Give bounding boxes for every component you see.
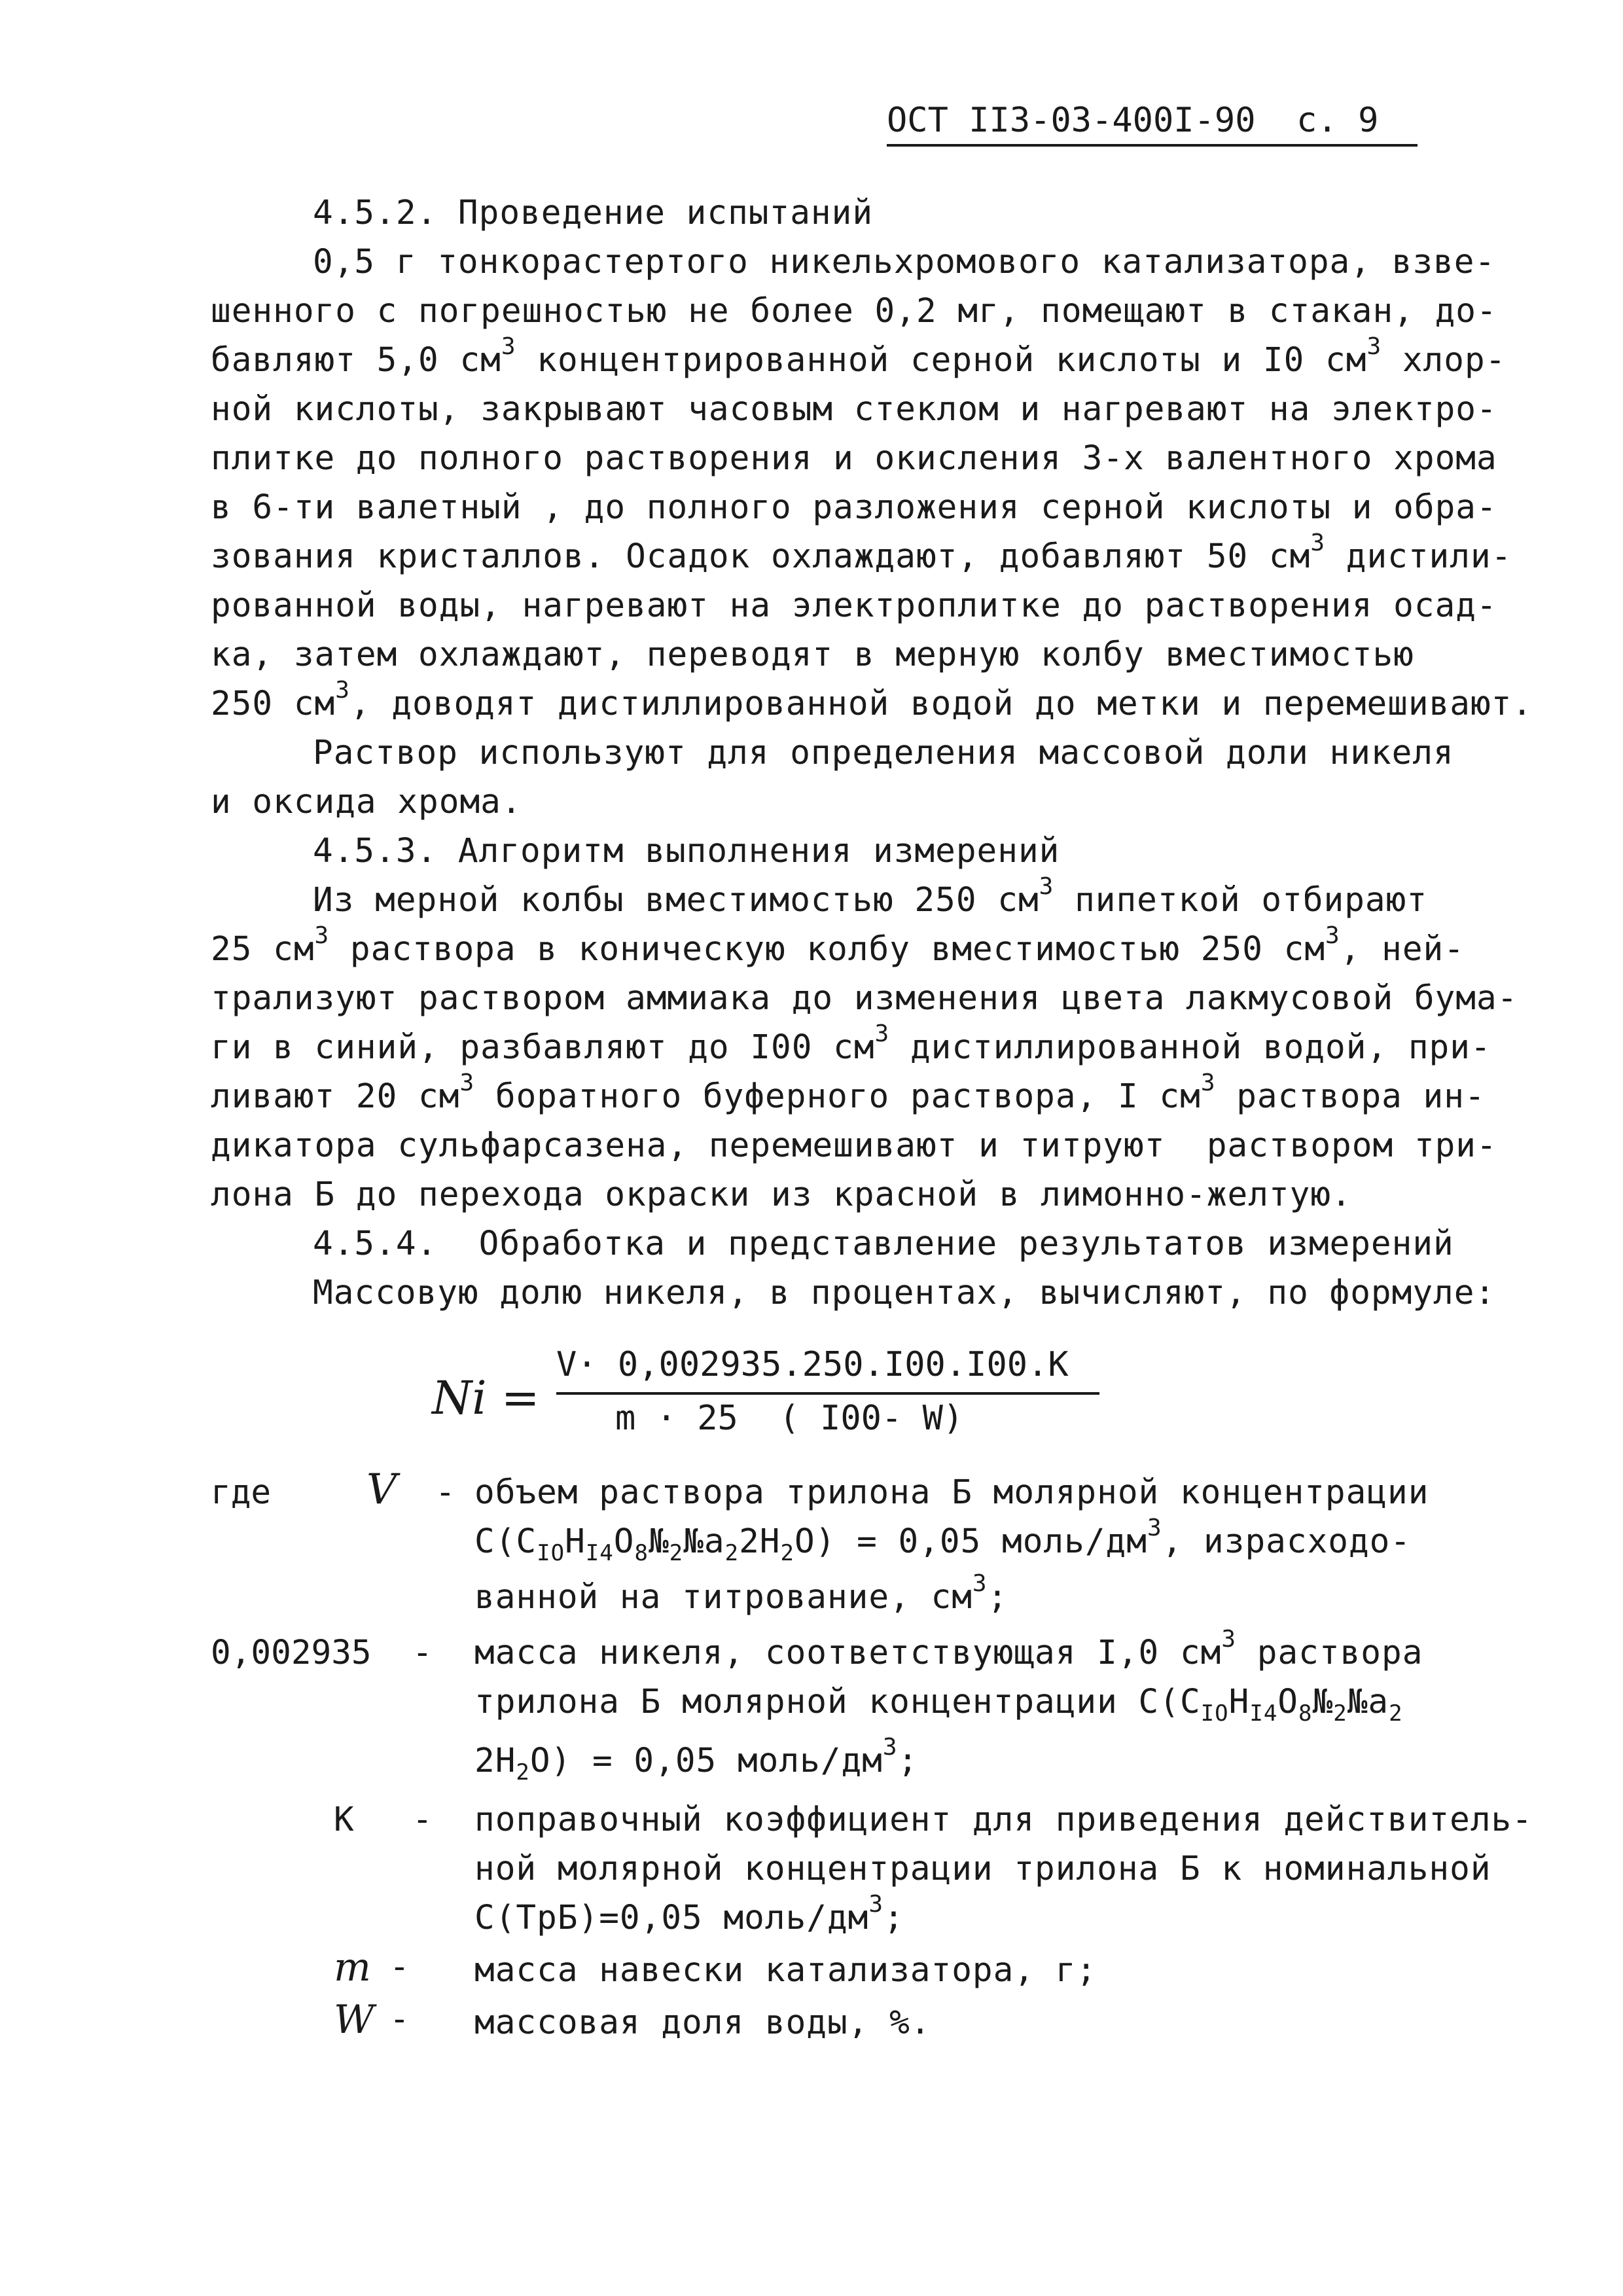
paragraph-line: зования кристаллов. Осадок охлаждают, добавляют 50 $см^3$ дистили- (211, 529, 1512, 576)
paragraph-line: лона Б до перехода окраски из красной в лимонно-желтую. (211, 1175, 1352, 1214)
symbol-m: m (334, 1945, 371, 1990)
symbol-constant: 0,002935 (211, 1634, 372, 1672)
legend-dash: - (412, 1634, 433, 1672)
paragraph-line: Из мерной колбы вместимостью 250 $см^3$ пипеткой отбирают (313, 873, 1428, 920)
section-title-453: 4.5.3. Алгоритм выполнения измерений (313, 832, 1060, 870)
section-title-454: 4.5.4. Обработка и представление результатов измерений (313, 1225, 1454, 1263)
paragraph-line: бавляют 5,0 $см^3$ концентрированной серной кислоты и I0 $см^3$ хлор- (211, 333, 1507, 380)
legend-line: масса навески катализатора, г; (474, 1951, 1097, 1990)
paragraph-line: дикатора сульфарсазена, перемешивают и титруют раствором три- (211, 1126, 1497, 1165)
symbol-v: V (366, 1465, 397, 1514)
legend-line: ванной на титрование, $см^3$; (474, 1570, 1008, 1617)
legend-line: $C(C_{IO}H_{I4}O_8№_2№a_22H_2O) = 0,05$ моль/$дм^3$, израсходо- (474, 1515, 1412, 1566)
legend-line: ной молярной концентрации трилона Б к номинальной (474, 1850, 1491, 1888)
paragraph-line: ги в синий, разбавляют до I00 $см^3$ дистиллированной водой, при- (211, 1020, 1491, 1067)
doc-reference: ОСТ II3-03-400I-90 (887, 101, 1256, 140)
legend-line: массовая доля воды, %. (474, 2003, 931, 2042)
symbol-w: W (334, 1997, 374, 2043)
legend-line: трилона Б молярной концентрации $C(C_{IO}H_{I4}O_8№_2№a_2$ (474, 1683, 1403, 1727)
formula-lhs: Ni = (432, 1371, 540, 1425)
page-header (887, 97, 1418, 147)
where-label: где (211, 1473, 272, 1512)
paragraph-line: шенного с погрешностью не более 0,2 мг, помещают в стакан, до- (211, 292, 1497, 331)
paragraph-line: и оксида хрома. (211, 783, 522, 821)
paragraph-line: ка, затем охлаждают, переводят в мерную колбу вместимостью (211, 636, 1414, 674)
section-title-452: 4.5.2. Проведение испытаний (313, 194, 874, 232)
paragraph-line: 0,5 г тонкорастертого никельхромового катализатора, взве- (313, 243, 1496, 281)
paragraph-line: ливают 20 $см^3$ боратного буферного раствора, I $см^3$ раствора ин- (211, 1069, 1486, 1116)
legend-line: поправочный коэффициент для приведения действитель- (474, 1801, 1533, 1839)
nickel-formula (432, 1345, 1152, 1456)
legend-dash: - (389, 1948, 410, 1986)
page-number: с. 9 (1296, 101, 1379, 140)
paragraph-line: трализуют раствором аммиака до изменения цвета лакмусовой бума- (211, 979, 1518, 1018)
legend-dash: - (412, 1801, 433, 1839)
legend-dash: - (435, 1473, 455, 1512)
paragraph-line: рованной воды, нагревают на электроплитке до растворения осад- (211, 586, 1497, 625)
legend-dash: - (389, 2000, 410, 2039)
formula-intro: Массовую долю никеля, в процентах, вычисляют, по формуле: (313, 1274, 1496, 1312)
paragraph-line: 25 $см^3$ раствора в коническую колбу вместимостью 250 $см^3$, ней- (211, 922, 1465, 969)
fraction-bar (556, 1392, 1099, 1395)
paragraph-line: 250 $см^3$, доводят дистиллированной водой до метки и перемешивают. (211, 677, 1533, 723)
paragraph-line: Раствор используют для определения массовой доли никеля (313, 734, 1454, 772)
formula-numerator: V· 0,002935.250.I00.I00.K (556, 1345, 1069, 1384)
symbol-k: K (334, 1801, 354, 1839)
paragraph-line: плитке до полного растворения и окисления 3-х валентного хрома (211, 439, 1497, 478)
legend-line: объем раствора трилона Б молярной концентрации (474, 1473, 1429, 1512)
paragraph-line: в 6-ти валетный , до полного разложения серной кислоты и обра- (211, 488, 1497, 527)
paragraph-line: ной кислоты, закрывают часовым стеклом и нагревают на электро- (211, 390, 1497, 429)
legend-line: C(ТрБ)=0,05 моль/$дм^3$; (474, 1891, 904, 1937)
legend-line: $2H_2O) = 0,05$ моль/$дм^3$; (474, 1734, 919, 1785)
legend-line: масса никеля, соответствующая I,0 $см^3$ раствора (474, 1626, 1423, 1672)
formula-denominator: m · 25 ( I00- W) (615, 1399, 964, 1438)
